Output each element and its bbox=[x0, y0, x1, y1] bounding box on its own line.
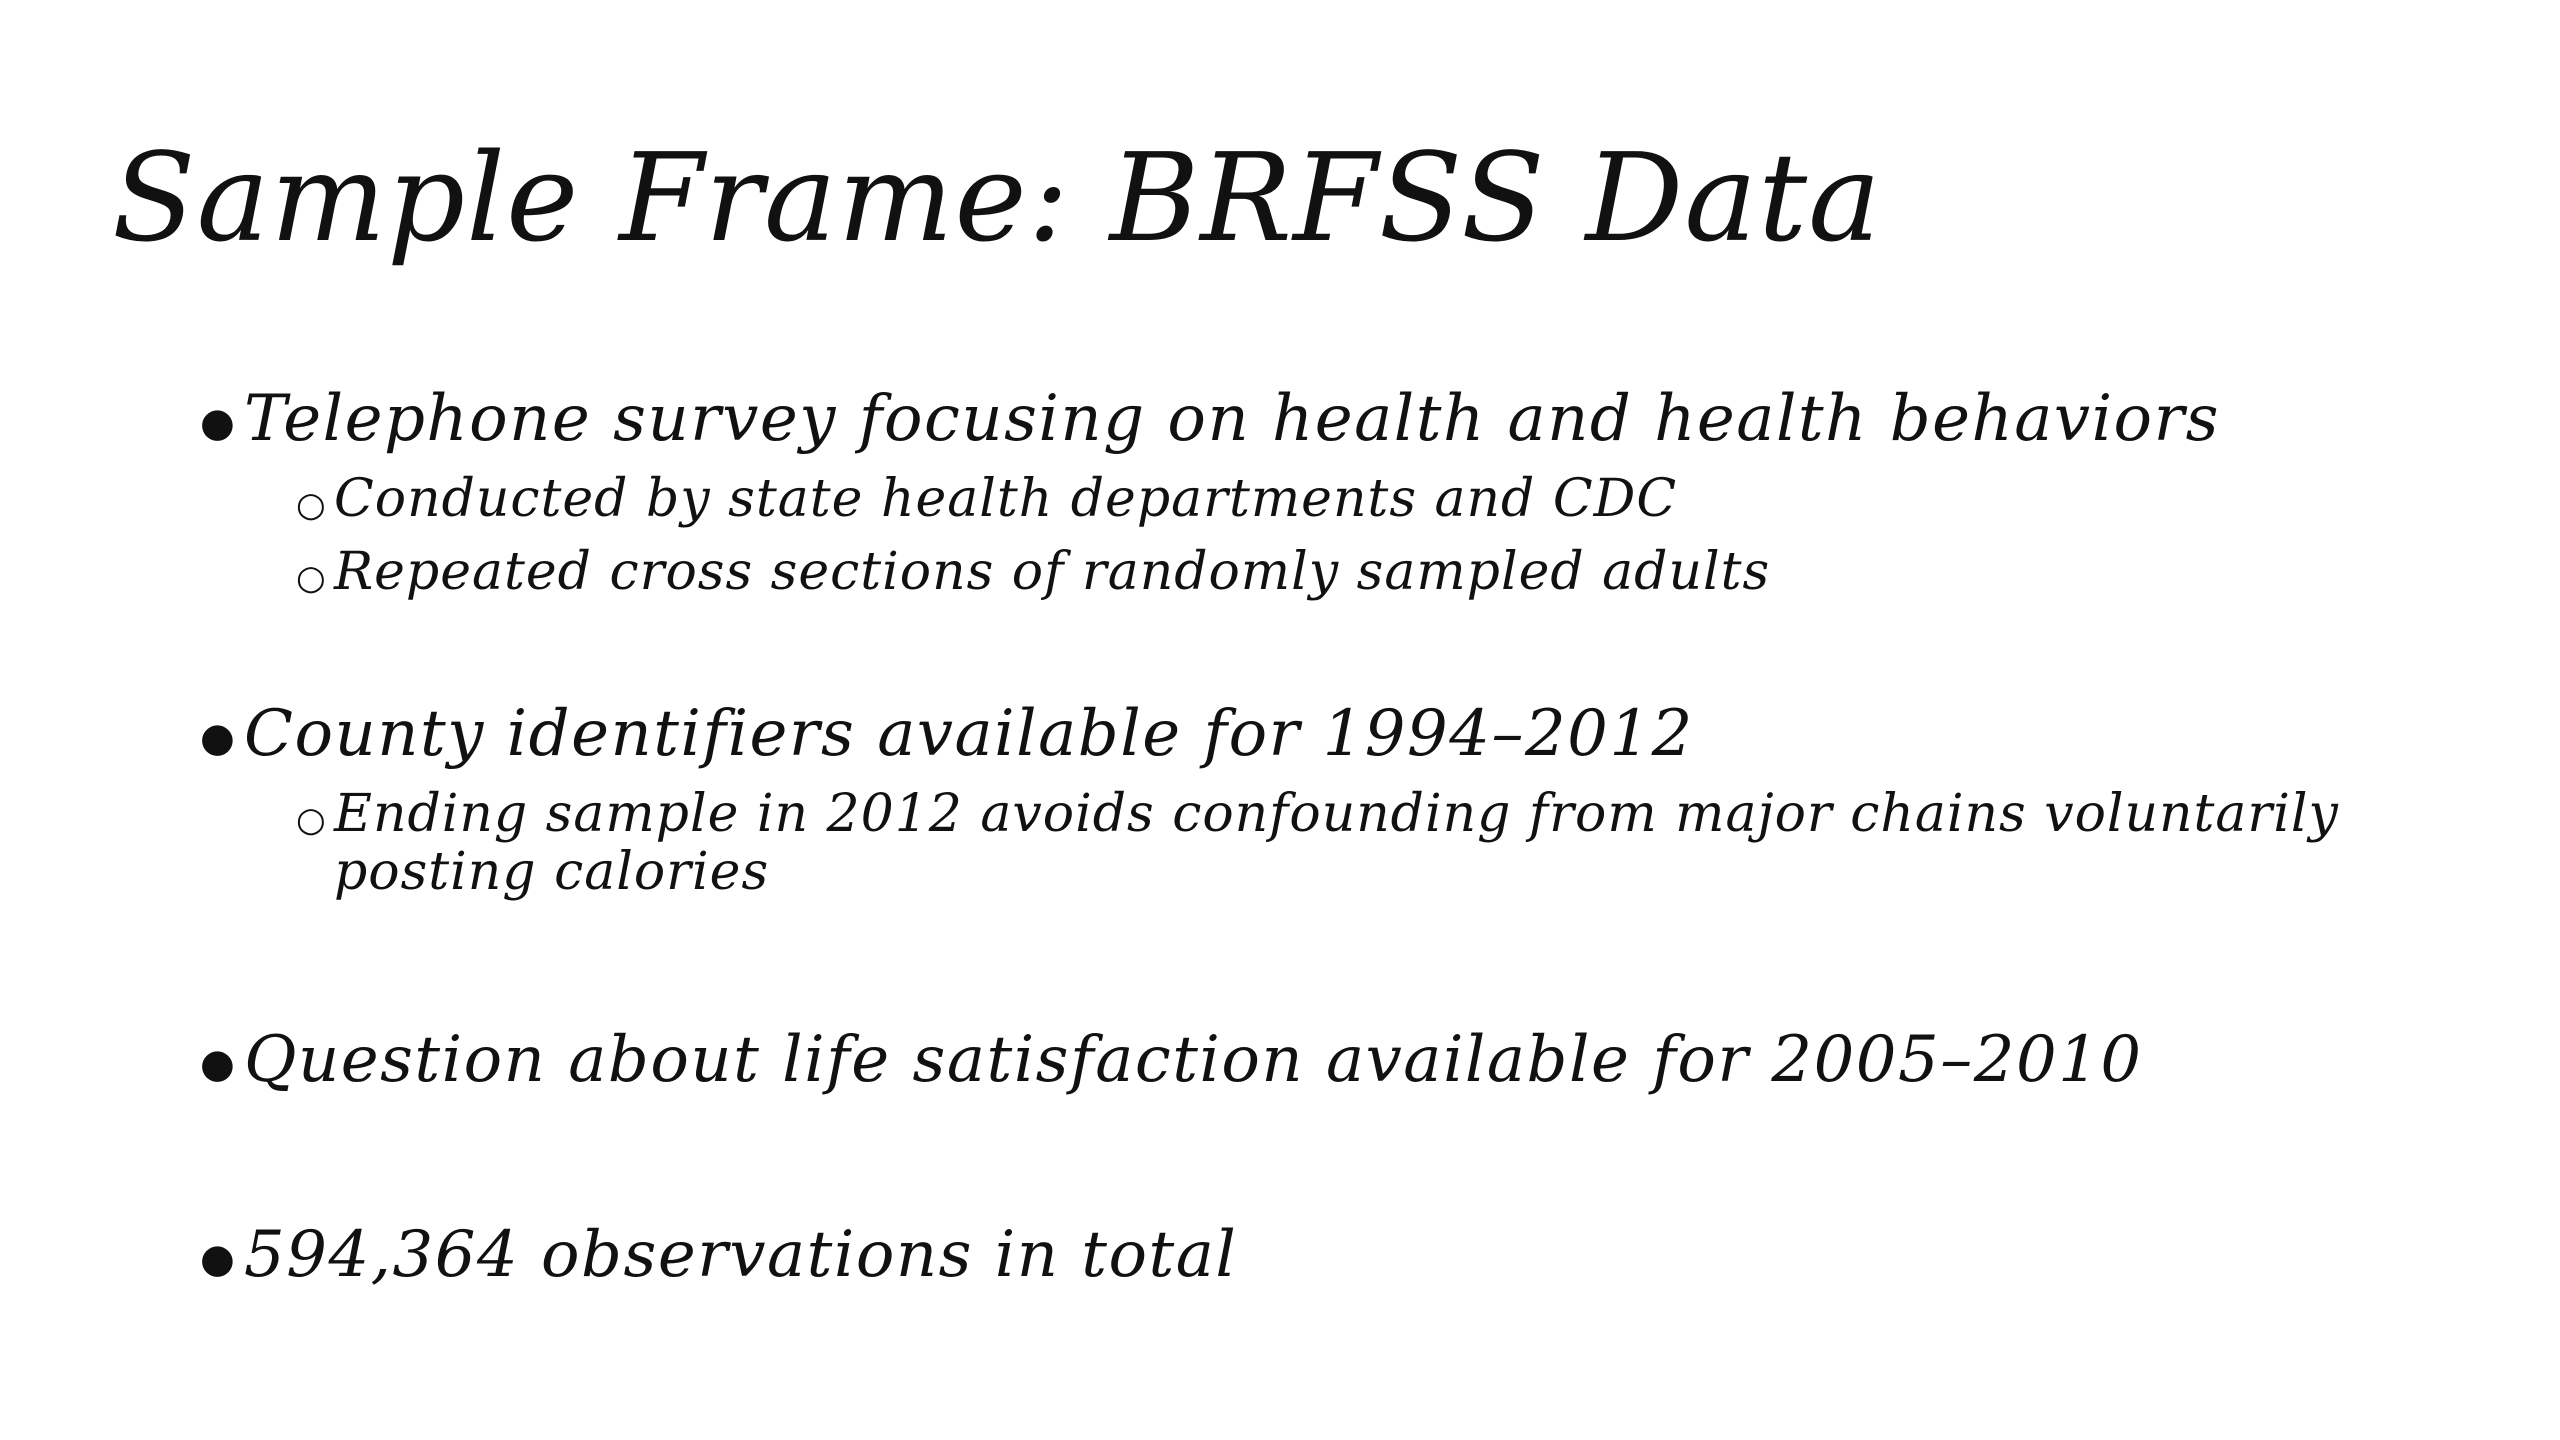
sub-bullet-ring-icon: ○ bbox=[296, 485, 326, 525]
bullet-text: 594,364 observations in total bbox=[244, 1218, 1238, 1292]
bullet-dot-icon: ● bbox=[200, 1236, 235, 1282]
bullet-text: Telephone survey focusing on health and health behaviors bbox=[244, 382, 2220, 456]
bullet-dot-icon: ● bbox=[200, 715, 235, 761]
bullet-text: Question about life satisfaction available for 2005–2010 bbox=[244, 1023, 2143, 1097]
bullet-dot-icon: ● bbox=[200, 1041, 235, 1087]
sub-bullet-item bbox=[296, 785, 2394, 901]
sub-bullet-item bbox=[296, 543, 1770, 601]
sub-bullet-text: Repeated cross sections of randomly sampled adults bbox=[334, 542, 1771, 602]
slide-title: Sample Frame: BRFSS Data bbox=[112, 127, 1882, 269]
sub-bullet-ring-icon: ○ bbox=[296, 558, 326, 598]
bullet-item bbox=[200, 1023, 2143, 1097]
bullet-item bbox=[200, 697, 1694, 771]
bullet-text: County identifiers available for 1994–2012 bbox=[244, 697, 1694, 771]
bullet-item bbox=[200, 1218, 1237, 1292]
sub-bullet-text: Ending sample in 2012 avoids confounding from major chains voluntarily posting calories bbox=[334, 784, 2339, 902]
sub-bullet-item bbox=[296, 470, 1677, 528]
bullet-dot-icon: ● bbox=[200, 400, 235, 446]
bullet-item bbox=[200, 382, 2220, 456]
sub-bullet-ring-icon: ○ bbox=[296, 800, 326, 840]
sub-bullet-text: Conducted by state health departments and CDC bbox=[334, 469, 1678, 529]
